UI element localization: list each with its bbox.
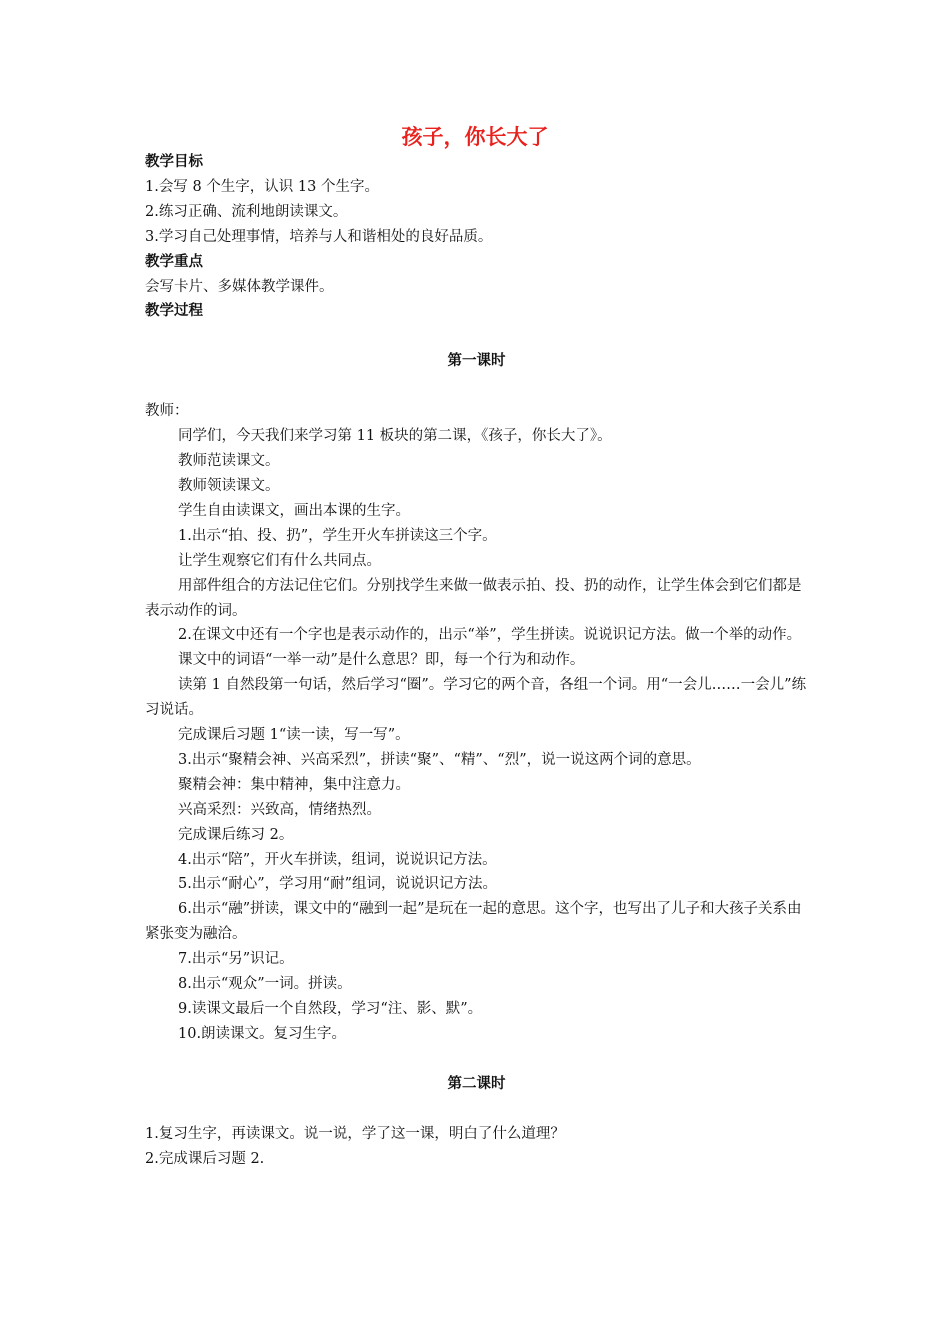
lesson1-paragraph: 读第 1 自然段第一句话，然后学习“圈”。学习它的两个音，各组一个词。用“一会儿……一会儿”练习说话。 [145,677,807,719]
lesson1-paragraph: 完成课后习题 1“读一读，写一写”。 [178,727,410,744]
focus-heading: 教学重点 [145,253,203,270]
lesson1-paragraph: 7.出示“另”识记。 [178,951,294,968]
lesson1-paragraph: 教师领读课文。 [178,477,280,494]
lesson1-paragraph: 同学们，今天我们来学习第 11 板块的第二课，《孩子，你长大了》。 [178,428,612,445]
focus-text: 会写卡片、多媒体教学课件。 [145,278,334,295]
lesson1-paragraph: 10.朗读课文。复习生字。 [178,1025,347,1042]
speaker-label: 教师： [145,403,189,420]
lesson1-paragraph: 6.出示“融”拼读，课文中的“融到一起”是玩在一起的意思。这个字，也写出了儿子和大孩子关系由紧张变为融洽。 [145,901,802,943]
lesson1-paragraph: 学生自由读课文，画出本课的生字。 [178,502,410,519]
lesson1-heading: 第一课时 [447,353,506,370]
lesson1-paragraph: 8.出示“观众”一词。拼读。 [178,976,352,993]
lesson2-heading: 第二课时 [447,1075,506,1092]
document-body [145,150,808,1172]
process-heading: 教学过程 [145,303,203,320]
lesson1-paragraph: 9.读课文最后一个自然段，学习“注、影、默”。 [178,1001,483,1017]
lesson1-paragraph: 3.出示“聚精会神、兴高采烈”，拼读“聚”、“精”、“烈”，说一说这两个词的意思。 [178,751,701,768]
lesson1-paragraph: 聚精会神：集中精神，集中注意力。 [178,776,410,793]
objective-item: 3.学习自己处理事情，培养与人和谐相处的良好品质。 [145,228,493,245]
document-title: 孩子，你长大了 [401,125,549,149]
lesson1-paragraph: 完成课后练习 2。 [178,826,294,843]
lesson1-paragraph: 用部件组合的方法记住它们。分别找学生来做一做表示拍、投、扔的动作，让学生体会到它们都是表示动作的词。 [145,577,802,619]
lesson2-item: 2.完成课后习题 2. [145,1150,265,1167]
lesson1-paragraph: 5.出示“耐心”，学习用“耐”组词，说说识记方法。 [178,876,497,893]
objective-item: 2.练习正确、流利地朗读课文。 [145,203,348,220]
objectives-heading: 教学目标 [145,154,203,170]
lesson1-paragraph: 课文中的词语“一举一动”是什么意思？即，每一个行为和动作。 [178,652,585,669]
lesson1-paragraph: 4.出示“陪”，开火车拼读，组词，说说识记方法。 [178,851,497,868]
lesson1-paragraph: 2.在课文中还有一个字也是表示动作的，出示“举”，学生拼读。说说识记方法。做一个举的动作。 [178,627,802,644]
lesson1-paragraph: 兴高采烈：兴致高，情绪热烈。 [178,801,381,818]
lesson1-paragraph: 让学生观察它们有什么共同点。 [178,552,381,569]
lesson1-paragraph: 1.出示“拍、投、扔”，学生开火车拼读这三个字。 [178,527,497,544]
objective-item: 1.会写 8 个生字，认识 13 个生字。 [145,178,379,195]
lesson1-paragraph: 教师范读课文。 [178,453,280,470]
lesson2-item: 1.复习生字，再读课文。说一说，学了这一课，明白了什么道理？ [145,1125,565,1142]
